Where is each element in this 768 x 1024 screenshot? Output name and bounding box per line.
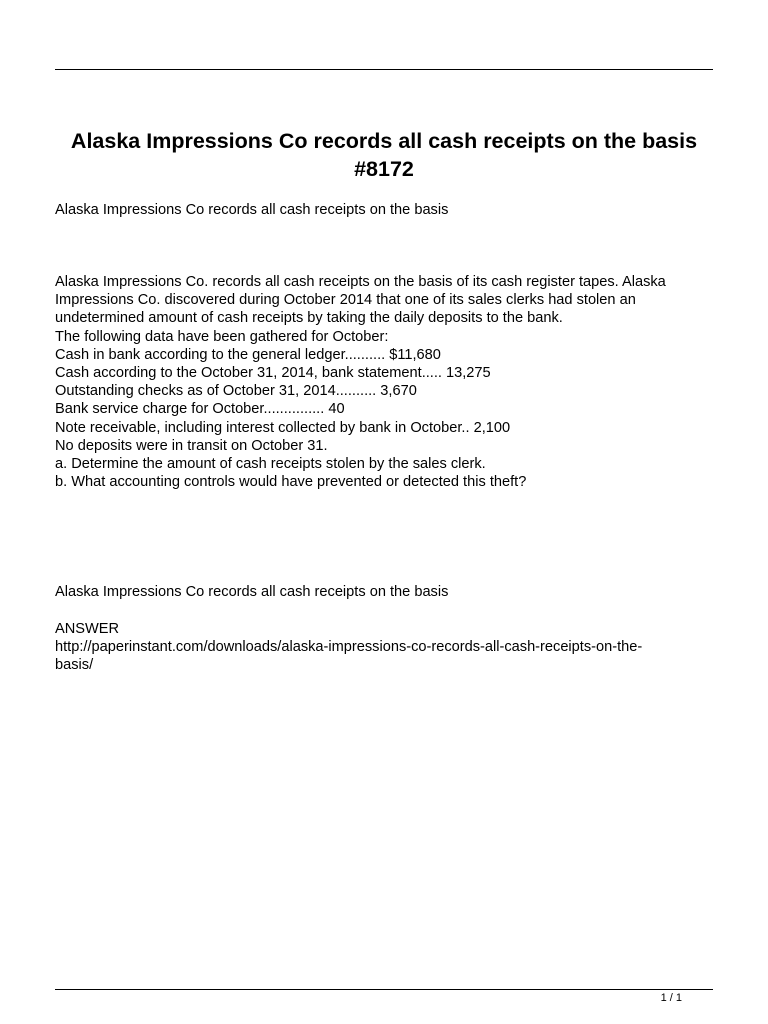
- body-text: [55, 273, 715, 491]
- answer-link-line[interactable]: http://paperinstant.com/downloads/alaska-impressions-co-records-all-cash-receipts-on-the-: [55, 639, 643, 656]
- answer-link-line[interactable]: basis/: [55, 657, 94, 674]
- body-line: No deposits were in transit on October 31.: [55, 437, 328, 454]
- answer-label: ANSWER: [55, 621, 120, 637]
- document-subtitle: Alaska Impressions Co records all cash receipts on the basis: [55, 202, 449, 218]
- body-line: Note receivable, including interest collected by bank in October.. 2,100: [55, 419, 511, 436]
- top-divider: [55, 69, 713, 70]
- body-line: Impressions Co. discovered during October 2014 that one of its sales clerks had stolen an: [55, 292, 636, 309]
- body-line: Alaska Impressions Co. records all cash receipts on the basis of its cash register tapes. Alaska: [55, 274, 666, 290]
- bottom-divider: [55, 989, 713, 990]
- body-line: a. Determine the amount of cash receipts stolen by the sales clerk.: [55, 456, 486, 473]
- body-line: Bank service charge for October............... 40: [55, 401, 345, 418]
- body-line: Cash in bank according to the general ledger.......... $11,680: [55, 346, 441, 363]
- document-title: Alaska Impressions Co records all cash receipts on the basis #8172: [70, 129, 698, 181]
- body-line: b. What accounting controls would have prevented or detected this theft?: [55, 474, 527, 491]
- body-line: Cash according to the October 31, 2014, bank statement..... 13,275: [55, 365, 491, 382]
- answer-section: [55, 620, 715, 675]
- repeated-subtitle: Alaska Impressions Co records all cash receipts on the basis: [55, 584, 449, 600]
- body-line: undetermined amount of cash receipts by taking the daily deposits to the bank.: [55, 310, 563, 327]
- body-line: Outstanding checks as of October 31, 2014.......... 3,670: [55, 383, 417, 400]
- page-number: 1 / 1: [660, 992, 682, 1004]
- answer-link[interactable]: [55, 638, 715, 674]
- body-line: The following data have been gathered for October:: [55, 328, 389, 345]
